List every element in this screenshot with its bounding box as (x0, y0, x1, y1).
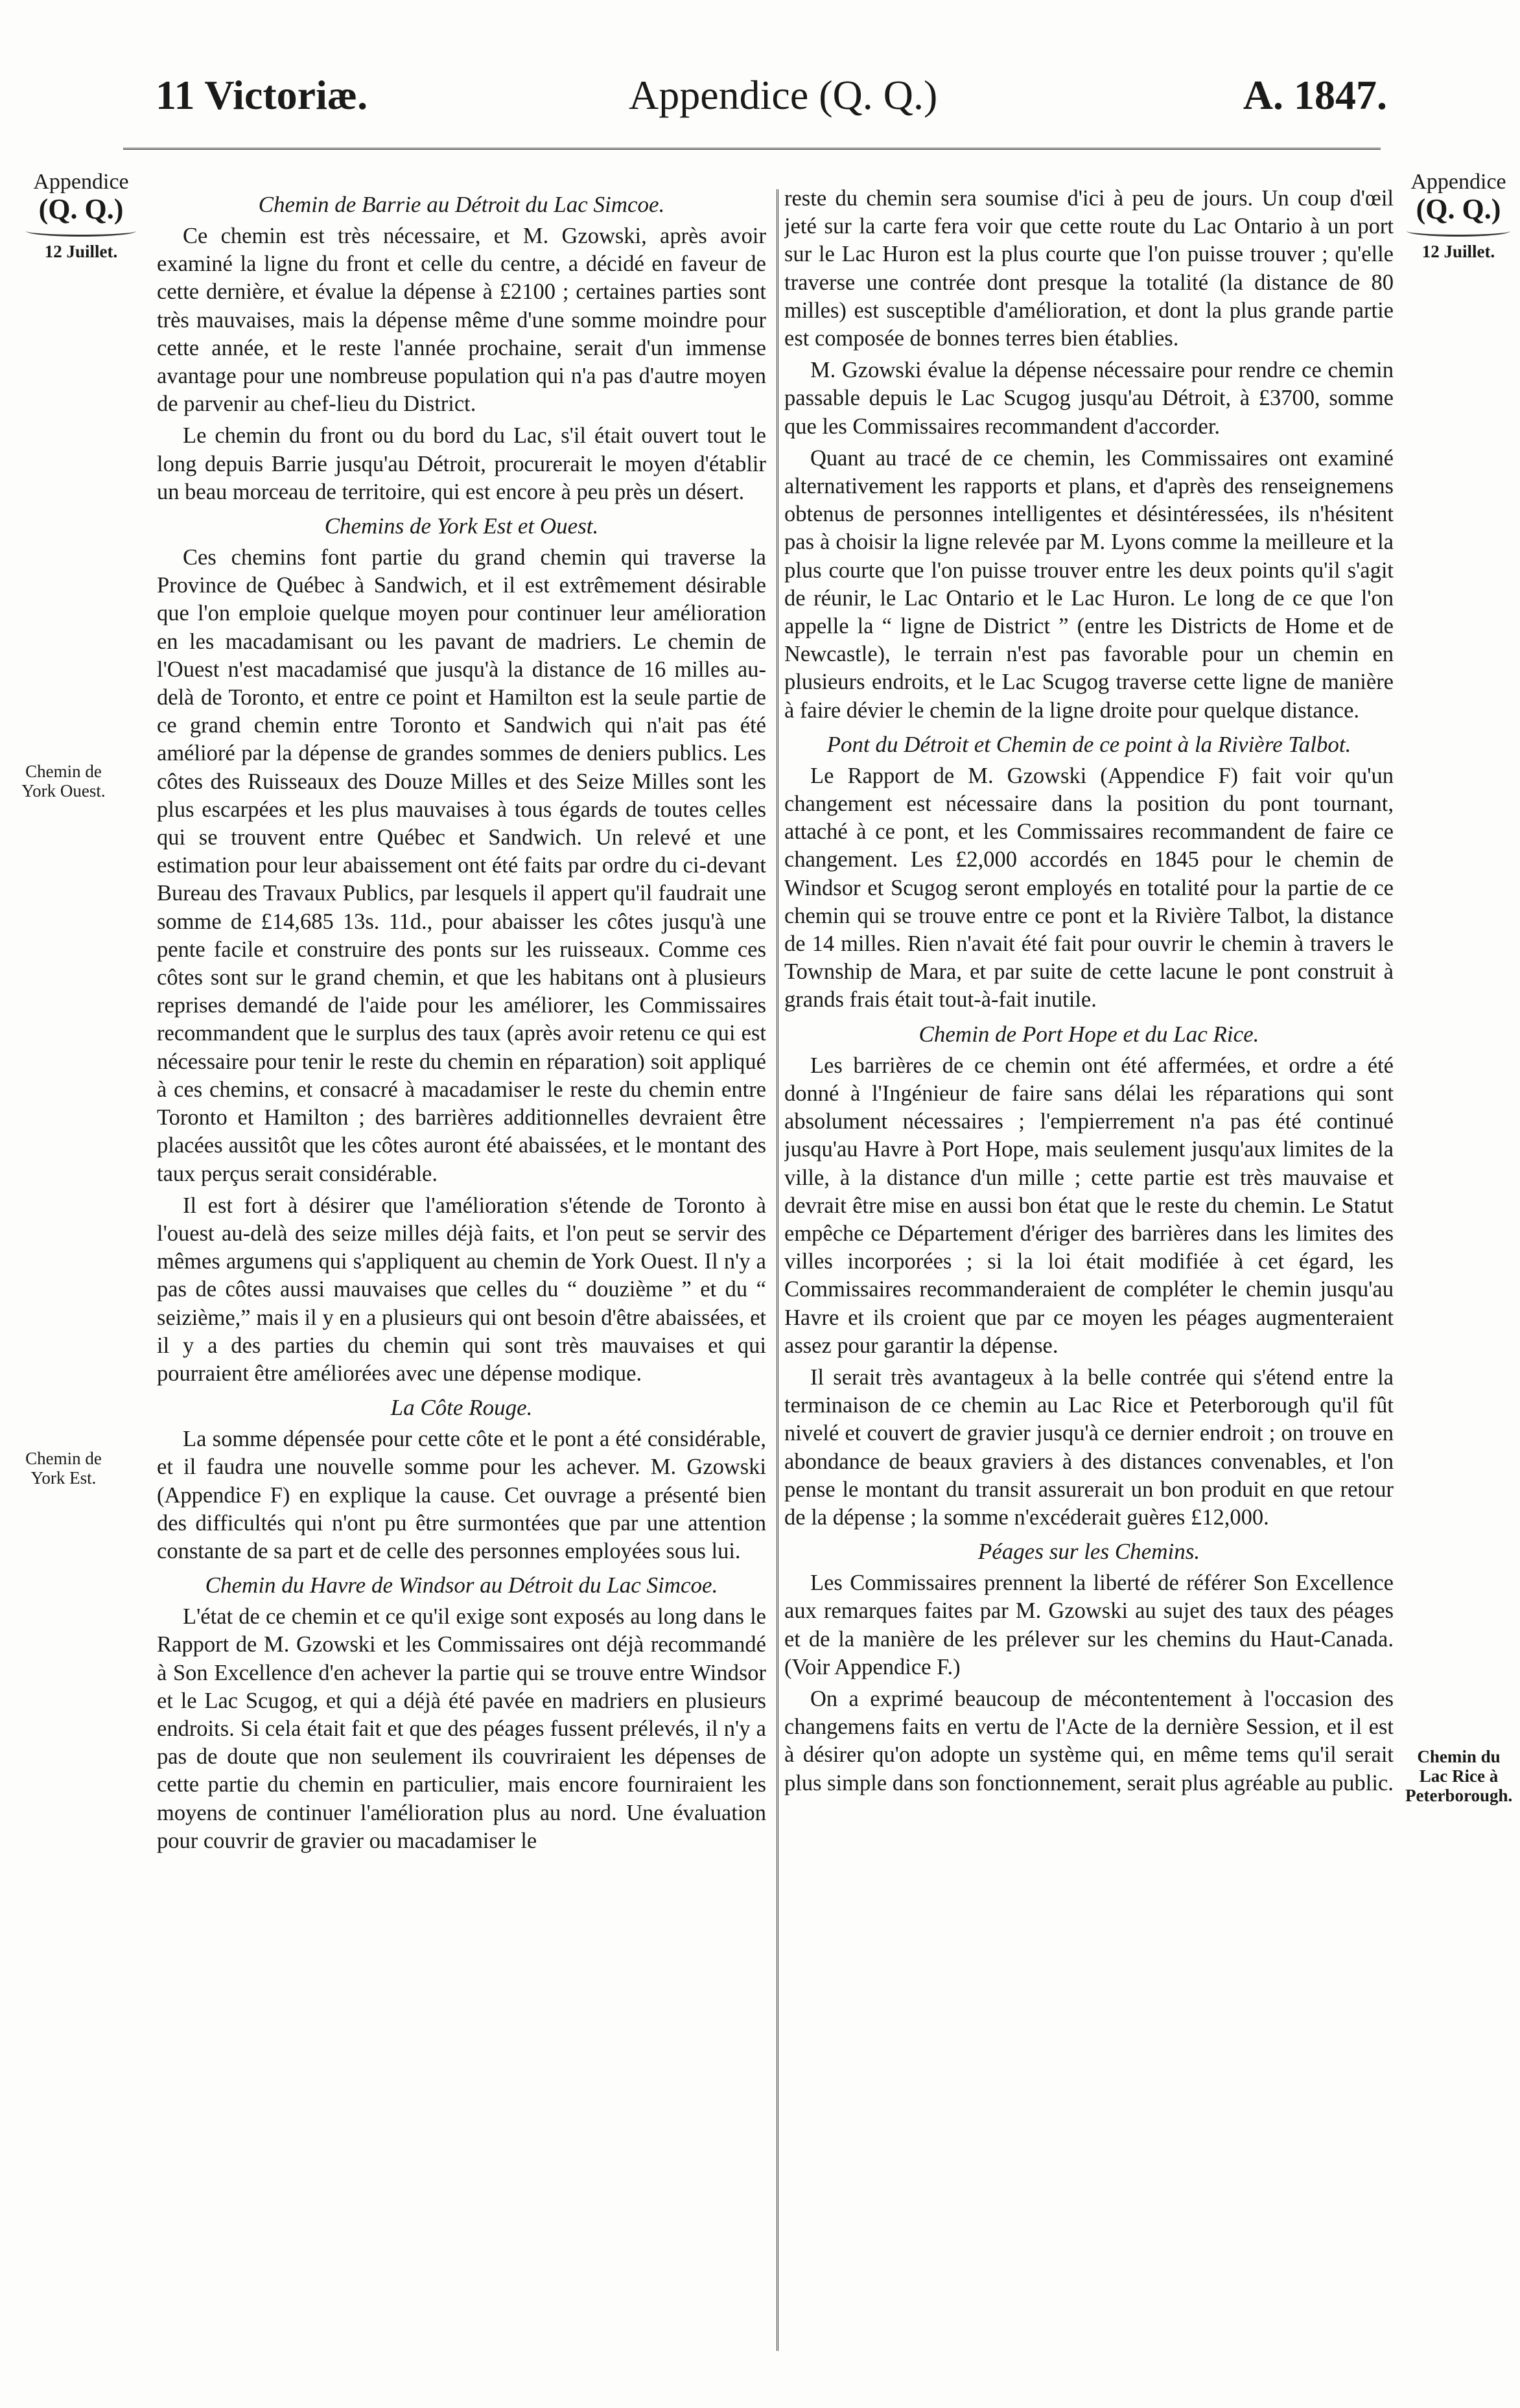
heading-cote-rouge: La Côte Rouge. (390, 1395, 533, 1421)
header-appendix-title: Appendice (Q. Q.) (629, 72, 938, 118)
page-header (156, 71, 1387, 130)
heading-pont-detroit: Pont du Détroit et Chemin de ce point à la Rivière Talbot. (826, 731, 1351, 757)
paragraph: Il est fort à désirer que l'amélioration s'étende de Toronto à l'ouest au-delà des seize milles déjà faits, et l'on peut se servir des mêmes argumens qui s'appliquent au chemin de York Ouest. Il n'y a pas de côtes aussi mauvaises que celles du “ douzième ” et du “ seizième,” mais il y en a plusieurs qui ont besoin d'être abaissées, et il y a des parties du chemin qui sont très mauvaises et qui pourraient être améliorées avec une dépense modique. (157, 1193, 766, 1386)
paragraph: On a exprimé beaucoup de mécontentement à l'occasion des changemens faits en vertu de l'Acte de la dernière Session, et il est à désirer qu'on adopte un système qui, en même tems qu'il serait plus simple dans son fonctionnement, serait plus agréable au public. (784, 1686, 1394, 1795)
right-column (784, 185, 1394, 2350)
left-margin-note-york-ouest: Chemin de York Ouest. (21, 762, 106, 801)
right-margin-appendix-label: Appendice (1410, 170, 1506, 194)
heading-chemin-barrie: Chemin de Barrie au Détroit du Lac Simcoe. (258, 192, 665, 217)
right-margin-note-lac-rice: Chemin du Lac Rice à Peterborough. (1405, 1747, 1513, 1805)
heading-peages: Péages sur les Chemins. (977, 1539, 1200, 1565)
right-margin-date: 12 Juillet. (1421, 242, 1495, 261)
paragraph: La somme dépensée pour cette côte et le pont a été considérable, et il faudra une nouvelle somme pour les achever. M. Gzowski (Appendice F) en explique la cause. Cet ouvrage a présenté bien des difficultés qui n'ont pu être surmontées que par une attention constante de sa part et de celle des personnes employées sous lui. (157, 1427, 766, 1563)
left-margin-date: 12 Juillet. (44, 242, 118, 261)
paragraph: Les Commissaires prennent la liberté de référer Son Excellence aux remarques faites par M. Gzowski au sujet des taux des péages et de la manière de les prélever sur les chemins du Haut-Canada. (Voir Appendice F.) (784, 1571, 1394, 1679)
left-margin-appendix (19, 170, 143, 261)
column-divider (777, 189, 778, 2351)
header-year: A. 1847. (1243, 72, 1387, 118)
heading-chemin-port-hope: Chemin de Port Hope et du Lac Rice. (918, 1021, 1259, 1047)
left-column (157, 185, 766, 2350)
paragraph: Le chemin du front ou du bord du Lac, s'il était ouvert tout le long depuis Barrie jusqu'au Détroit, procurerait le moyen d'établir un beau morceau de territoire, qui est encore à peu près un désert. (157, 423, 766, 504)
paragraph: Il serait très avantageux à la belle contrée qui s'étend entre la terminaison de ce chemin au Lac Rice et Peterborough qu'il fût nivelé et couvert de gravier jusqu'à ce dernier endroit ; on trouve en abondance de beaux graviers à des distances convenables, et l'on pense le montant du transit assurerait un bon produit en que retour de la dépense ; la somme n'excéderait guères £12,000. (784, 1364, 1394, 1530)
paragraph: M. Gzowski évalue la dépense nécessaire pour rendre ce chemin passable depuis le Lac Scugog jusqu'au Détroit, à £3700, somme que les Commissaires recommandent d'accorder. (784, 358, 1394, 439)
heading-chemin-havre-windsor: Chemin du Havre de Windsor au Détroit du Lac Simcoe. (205, 1572, 718, 1598)
header-regnal-year: 11 Victoriæ. (156, 72, 368, 118)
left-margin-note-york-est: Chemin de York Est. (25, 1449, 102, 1488)
left-margin-appendix-label: Appendice (33, 170, 129, 194)
heading-chemins-york: Chemins de York Est et Ouest. (324, 513, 599, 539)
right-margin-appendix (1400, 170, 1517, 261)
paragraph: reste du chemin sera soumise d'ici à peu de jours. Un coup d'œil jeté sur la carte fera voir que cette route du Lac Ontario à un port sur le Lac Huron est la plus courte que l'on puisse trouver ; qu'elle traverse une contrée dont presque la totalité (la distance de 80 milles) est susceptible d'amélioration, et dont la plus grande partie est composée de bonnes terres bien établies. (784, 186, 1394, 351)
paragraph: Le Rapport de M. Gzowski (Appendice F) fait voir qu'un changement est nécessaire dans la position du pont tournant, attaché à ce pont, et les Commissaires recommandent de faire ce changement. Les £2,000 accordés en 1845 pour le chemin de Windsor et Scugog seront employés en totalité pour la partie de ce chemin qui se trouve entre ce pont et la Rivière Talbot, la distance de 14 milles. Rien n'avait été fait pour ouvrir le chemin à travers le Township de Mara, et par suite de cette lacune le pont construit à grands frais était tout-à-fait inutile. (784, 763, 1394, 1012)
left-margin-brace (26, 226, 136, 237)
right-margin-appendix-code: (Q. Q.) (1416, 193, 1501, 225)
paragraph: L'état de ce chemin et ce qu'il exige sont exposés au long dans le Rapport de M. Gzowski et les Commissaires ont déjà recommandé à Son Excellence d'en achever la partie qui se trouve entre Windsor et le Lac Scugog, et qui a déjà été pavée en madriers en plusieurs endroits. Si cela était fait et que des péages fussent prélevés, il n'y a pas de doute que non seulement ils couvriraient les dépenses de cette partie du chemin en particulier, mais encore fourniraient les moyens de continuer l'amélioration plus au nord. Une évaluation pour couvrir de gravier ou macadamiser le (157, 1604, 766, 1853)
paragraph: Quant au tracé de ce chemin, les Commissaires ont examiné alternativement les rapports et plans, et d'après des renseignemens obtenus de personnes intelligentes et désintéressées, ils n'hésitent pas à choisir la ligne relevée par M. Lyons comme la meilleure et la plus courte que l'on puisse trouver entre les deux points qu'il s'agit de réunir, le Lac Ontario et le Lac Huron. Le long de ce que l'on appelle la “ ligne de District ” (entre les Districts de Home et de Newcastle), le terrain n'est pas favorable pour un chemin en plusieurs endroits, et le Lac Scugog traverse cette ligne de manière à faire dévier le chemin de la ligne droite pour quelque distance. (784, 445, 1394, 723)
paragraph: Ces chemins font partie du grand chemin qui traverse la Province de Québec à Sandwich, et il est extrêmement désirable que l'on emploie quelque moyen pour continuer leur amélioration en les macadamisant ou les pavant de madriers. Le chemin de l'Ouest n'est macadamisé que jusqu'à la distance de 16 milles au-delà de Toronto, et entre ce point et Hamilton est la seule partie de ce grand chemin entre Toronto et Sandwich qui n'ait pas été amélioré par la dépense de grandes sommes de deniers publics. Les côtes des Ruisseaux des Douze Milles et des Seize Milles sont les plus escarpées et les plus mauvaises à tous égards de toutes celles qui se trouvent entre Québec et Sandwich. Un relevé et une estimation pour leur abaissement ont été faits par ordre du ci-devant Bureau des Travaux Publics, par lesquels il appert qu'il faudrait une somme de £14,685 13s. 11d., pour abaisser les côtes jusqu'à une pente facile et construire des ponts sur les ruisseaux. Comme ces côtes sont sur le grand chemin, et que les habitans ont à plusieurs reprises demandé de l'aide pour les améliorer, les Commissaires recommandent que le surplus des taux (après avoir retenu ce qui est nécessaire pour tenir le reste du chemin en réparation) soit appliqué à ces chemins, et consacré à macadamiser le reste du chemin entre Toronto et Hamilton ; des barrières additionnelles devraient être placées aussitôt que les côtes auront été abaissées, et le montant des taux perçus serait considérable. (157, 545, 766, 1186)
left-margin-appendix-code: (Q. Q.) (38, 193, 124, 225)
paragraph: Les barrières de ce chemin ont été affermées, et ordre a été donné à l'Ingénieur de faire sans délai les réparations qui sont absolument nécessaires ; l'empierrement n'a pas été continué jusqu'au Havre à Port Hope, mais seulement jusqu'aux limites de la ville, à la distance d'un mille ; cette partie est très mauvaise et devrait être mise en aussi bon état que le reste du chemin. Le Statut empêche ce Département d'ériger des barrières dans les limites des villes incorporées ; si la loi était modifiée à cet égard, les Commissaires recommanderaient de compléter le chemin jusqu'au Havre et ils croient que par ce moyen les péages augmenteraient assez pour garantir la dépense. (784, 1053, 1394, 1358)
paragraph: Ce chemin est très nécessaire, et M. Gzowski, après avoir examiné la ligne du front et celle du centre, a décidé en faveur de cette dernière, et évalue la dépense à £2100 ; certaines parties sont très mauvaises, mais la dépense même d'une somme moindre pour cette année, et le reste l'année prochaine, serait d'un immense avantage pour une nombreuse population qui n'a pas d'autre moyen de parvenir au chef-lieu du District. (157, 224, 766, 417)
right-margin-brace (1407, 226, 1510, 237)
header-rule (123, 148, 1381, 150)
